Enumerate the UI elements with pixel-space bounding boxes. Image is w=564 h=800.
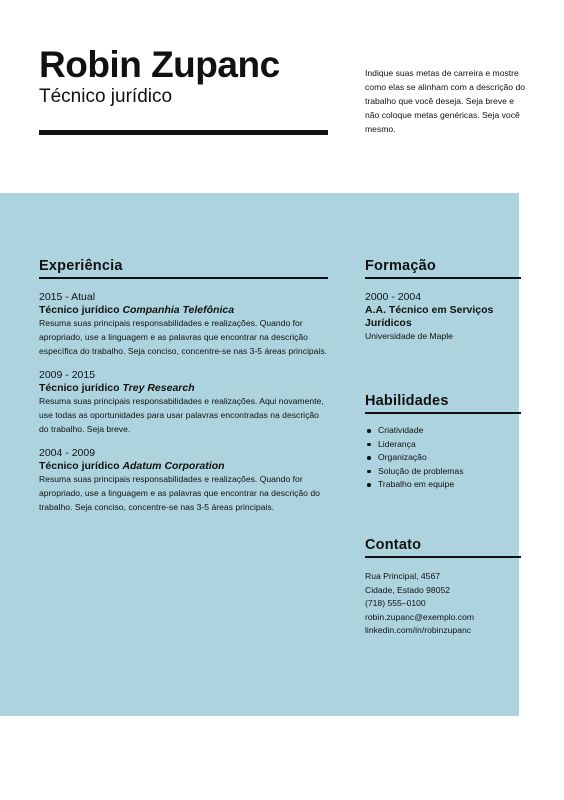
education-dates: 2000 - 2004 [365,291,422,303]
education-school: Universidade de Maple [365,331,453,341]
contact-city: Cidade, Estado 98052 [365,584,451,595]
contact-title: Contato [365,537,521,558]
job-title [39,382,328,394]
skills-title: Habilidades [365,393,521,414]
job-role: Técnico jurídico [39,382,120,394]
experience-section [39,258,328,514]
job-dates: 2009 - 2015 [39,369,96,381]
job-company: Companhia Telefônica [122,304,235,316]
header-divider [39,130,328,135]
job-description: Resuma suas principais responsabilidades e realizações. Quando for apropriado, use a linguagem e as palavras que encontrar na descrição do trabalho. Seja conciso, concentre-se nas 3-5 áreas principais. [39,474,320,512]
education-title: Formação [365,258,521,279]
education-degree: A.A. Técnico em Serviços Jurídicos [365,304,494,329]
contact-address: Rua Principal, 4567 [365,571,441,581]
skill-item: Liderança [365,438,521,452]
contact-linkedin[interactable]: linkedin.com/in/robinzupanc [365,625,472,636]
job-dates: 2004 - 2009 [39,447,96,459]
skill-item: Trabalho em equipe [365,478,521,492]
job-title [39,304,328,316]
skill-item: Criatividade [365,424,521,438]
candidate-name: Robin Zupanc [39,44,280,85]
job-role: Técnico jurídico [39,304,120,316]
sidebar-column [365,258,521,636]
objective-text: Indique suas metas de carreira e mostre como elas se alinham com a descrição do trabalho que você deseja. Seja breve e não coloque metas genéricas. Seja você mesmo. [365,68,526,134]
education-entry [365,291,521,342]
skill-item: Solução de problemas [365,465,521,479]
contact-phone: (718) 555–0100 [365,598,426,609]
job-dates: 2015 - Atual [39,291,96,303]
contact-email[interactable]: robin.zupanc@exemplo.com [365,611,475,622]
job-entry [39,369,328,436]
contact-section [365,537,521,638]
candidate-role: Técnico jurídico [39,86,173,107]
job-entry [39,291,328,358]
contact-details [365,570,521,638]
job-title [39,460,328,472]
job-role: Técnico jurídico [39,460,120,472]
job-entry [39,447,328,514]
skills-section [365,393,521,492]
education-section [365,258,521,342]
job-description: Resuma suas principais responsabilidades e realizações. Quando for apropriado, use a linguagem e as palavras que encontrar na descrição específica do trabalho. Seja conciso, concentre-se nas 3-5 áreas principais. [39,318,328,356]
job-company: Adatum Corporation [122,460,225,472]
skill-item: Organização [365,451,521,465]
job-company: Trey Research [122,382,195,394]
experience-title: Experiência [39,258,328,279]
skills-list [365,424,521,492]
job-description: Resuma suas principais responsabilidades e realizações. Aqui novamente, use todas as oportunidades para usar palavras encontradas na descrição do trabalho. Seja breve. [39,396,324,434]
